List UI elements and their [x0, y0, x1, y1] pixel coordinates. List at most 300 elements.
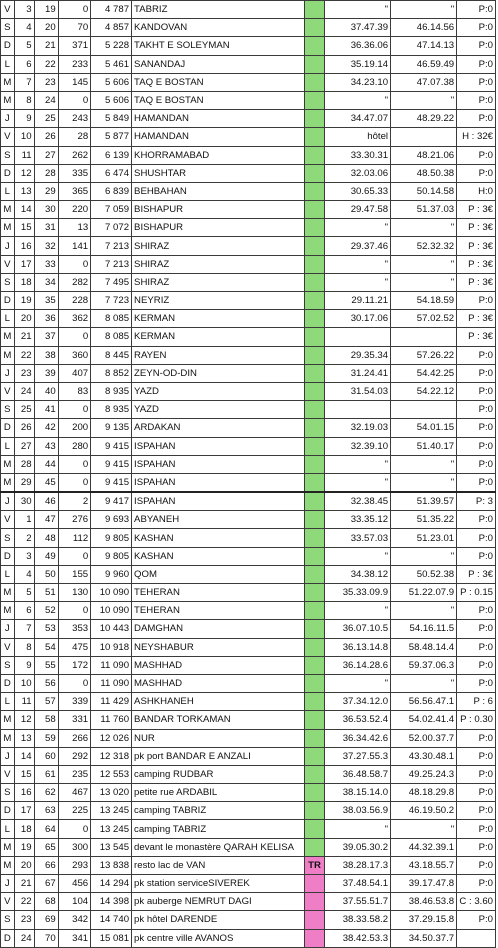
place-cell: KASHAN	[132, 547, 305, 565]
date-cell: 21	[14, 328, 34, 346]
day-count-cell: 61	[34, 765, 58, 783]
place-cell: camping TABRIZ	[132, 802, 305, 820]
distance-cell: 200	[58, 419, 91, 437]
total-distance-cell: 8 085	[91, 328, 132, 346]
longitude-cell: 48.50.38	[391, 164, 457, 182]
distance-cell: 467	[58, 784, 91, 802]
country-marker-cell	[305, 91, 325, 109]
place-cell: YAZD	[132, 382, 305, 400]
longitude-cell: 48.21.06	[391, 146, 457, 164]
country-marker-cell	[305, 893, 325, 911]
distance-cell: 341	[58, 929, 91, 947]
longitude-cell: "	[391, 602, 457, 620]
day-count-cell: 48	[34, 529, 58, 547]
table-row	[1, 219, 496, 237]
cost-note-cell: P:0	[457, 547, 496, 565]
total-distance-cell: 9 415	[91, 437, 132, 455]
longitude-cell: 44.32.39.1	[391, 838, 457, 856]
longitude-cell: 51.37.03	[391, 201, 457, 219]
weekday-cell: M	[1, 455, 15, 473]
date-cell: 22	[14, 346, 34, 364]
total-distance-cell: 7 495	[91, 273, 132, 291]
country-marker-cell	[305, 747, 325, 765]
distance-cell: 293	[58, 856, 91, 874]
day-count-cell: 25	[34, 110, 58, 128]
total-distance-cell: 9 960	[91, 565, 132, 583]
place-cell: resto lac de VAN	[132, 856, 305, 874]
place-cell: NEYSHABUR	[132, 638, 305, 656]
country-marker-cell	[305, 110, 325, 128]
day-count-cell: 60	[34, 747, 58, 765]
day-count-cell: 66	[34, 856, 58, 874]
day-count-cell: 43	[34, 437, 58, 455]
weekday-cell: V	[1, 765, 15, 783]
longitude-cell: 47.14.13	[391, 37, 457, 55]
weekday-cell: S	[1, 401, 15, 419]
latitude-cell: "	[325, 473, 391, 492]
cost-note-cell: P:0	[457, 55, 496, 73]
date-cell: 23	[14, 364, 34, 382]
country-marker-cell	[305, 237, 325, 255]
cost-note-cell: P: 3	[457, 492, 496, 511]
weekday-cell: V	[1, 638, 15, 656]
distance-cell: 331	[58, 711, 91, 729]
table-row	[1, 802, 496, 820]
latitude-cell: "	[325, 219, 391, 237]
total-distance-cell: 13 245	[91, 820, 132, 838]
weekday-cell: D	[1, 164, 15, 182]
cost-note-cell: P:0	[457, 529, 496, 547]
place-cell: ISPAHAN	[132, 455, 305, 473]
day-count-cell: 19	[34, 1, 58, 19]
weekday-cell: M	[1, 346, 15, 364]
cost-note-cell: P : 0.30	[457, 711, 496, 729]
country-marker-cell	[305, 711, 325, 729]
date-cell: 8	[14, 638, 34, 656]
distance-cell: 0	[58, 602, 91, 620]
total-distance-cell: 6 839	[91, 182, 132, 200]
cost-note-cell: P:0	[457, 382, 496, 400]
date-cell: 6	[14, 602, 34, 620]
latitude-cell: 32.39.10	[325, 437, 391, 455]
place-cell: SHIRAZ	[132, 273, 305, 291]
place-cell: TAKHT E SOLEYMAN	[132, 37, 305, 55]
weekday-cell: M	[1, 328, 15, 346]
distance-cell: 407	[58, 364, 91, 382]
distance-cell: 0	[58, 674, 91, 692]
place-cell: KHORRAMABAD	[132, 146, 305, 164]
distance-cell: 172	[58, 656, 91, 674]
day-count-cell: 68	[34, 893, 58, 911]
distance-cell: 112	[58, 529, 91, 547]
latitude-cell: 36.36.06	[325, 37, 391, 55]
place-cell: NUR	[132, 729, 305, 747]
day-count-cell: 52	[34, 602, 58, 620]
date-cell: 5	[14, 37, 34, 55]
date-cell: 26	[14, 419, 34, 437]
date-cell: 2	[14, 529, 34, 547]
total-distance-cell: 10 443	[91, 620, 132, 638]
distance-cell: 266	[58, 729, 91, 747]
total-distance-cell: 4 787	[91, 1, 132, 19]
table-row	[1, 584, 496, 602]
total-distance-cell: 10 090	[91, 602, 132, 620]
weekday-cell: M	[1, 219, 15, 237]
place-cell: DAMGHAN	[132, 620, 305, 638]
day-count-cell: 54	[34, 638, 58, 656]
place-cell: RAYEN	[132, 346, 305, 364]
table-row	[1, 693, 496, 711]
latitude-cell: 36.48.58.7	[325, 765, 391, 783]
distance-cell: 235	[58, 765, 91, 783]
weekday-cell: D	[1, 419, 15, 437]
day-count-cell: 56	[34, 674, 58, 692]
date-cell: 14	[14, 747, 34, 765]
cost-note-cell: P : 0.15	[457, 584, 496, 602]
day-count-cell: 53	[34, 620, 58, 638]
distance-cell: 145	[58, 73, 91, 91]
table-row	[1, 784, 496, 802]
weekday-cell: V	[1, 511, 15, 529]
total-distance-cell: 13 838	[91, 856, 132, 874]
distance-cell: 282	[58, 273, 91, 291]
date-cell: 6	[14, 55, 34, 73]
country-marker-cell	[305, 73, 325, 91]
distance-cell: 0	[58, 255, 91, 273]
latitude-cell: 36.53.52.4	[325, 711, 391, 729]
country-marker-cell	[305, 674, 325, 692]
weekday-cell: J	[1, 364, 15, 382]
longitude-cell	[391, 328, 457, 346]
total-distance-cell: 7 213	[91, 255, 132, 273]
distance-cell: 243	[58, 110, 91, 128]
table-row	[1, 310, 496, 328]
country-marker-cell	[305, 929, 325, 947]
weekday-cell: L	[1, 693, 15, 711]
country-marker-cell	[305, 529, 325, 547]
date-cell: 16	[14, 784, 34, 802]
country-marker-cell	[305, 1, 325, 19]
longitude-cell	[391, 128, 457, 146]
day-count-cell: 27	[34, 146, 58, 164]
cost-note-cell: P:0	[457, 838, 496, 856]
table-row	[1, 765, 496, 783]
total-distance-cell: 10 918	[91, 638, 132, 656]
country-marker-cell: TR	[305, 856, 325, 874]
country-marker-cell	[305, 547, 325, 565]
weekday-cell: V	[1, 893, 15, 911]
place-cell: camping TABRIZ	[132, 820, 305, 838]
longitude-cell: "	[391, 547, 457, 565]
cost-note-cell: P:0	[457, 765, 496, 783]
table-row	[1, 620, 496, 638]
country-marker-cell	[305, 346, 325, 364]
latitude-cell: 29.37.46	[325, 237, 391, 255]
table-row	[1, 73, 496, 91]
table-row	[1, 838, 496, 856]
date-cell: 15	[14, 765, 34, 783]
country-marker-cell	[305, 310, 325, 328]
table-row	[1, 565, 496, 583]
latitude-cell: 34.38.12	[325, 565, 391, 583]
weekday-cell: J	[1, 110, 15, 128]
place-cell: ISPAHAN	[132, 492, 305, 511]
weekday-cell: M	[1, 729, 15, 747]
day-count-cell: 62	[34, 784, 58, 802]
place-cell: ASHKHANEH	[132, 693, 305, 711]
latitude-cell: 37.48.54.1	[325, 875, 391, 893]
cost-note-cell: P : 3€	[457, 310, 496, 328]
weekday-cell: M	[1, 602, 15, 620]
cost-note-cell: P:0	[457, 401, 496, 419]
day-count-cell: 31	[34, 219, 58, 237]
longitude-cell: 54.18.59	[391, 292, 457, 310]
total-distance-cell: 8 085	[91, 310, 132, 328]
latitude-cell: 36.13.14.8	[325, 638, 391, 656]
date-cell: 5	[14, 584, 34, 602]
place-cell: TAQ E BOSTAN	[132, 91, 305, 109]
country-marker-cell	[305, 693, 325, 711]
cost-note-cell: P : 3€	[457, 219, 496, 237]
weekday-cell: S	[1, 19, 15, 37]
date-cell: 4	[14, 19, 34, 37]
total-distance-cell: 12 318	[91, 747, 132, 765]
longitude-cell: 51.40.17	[391, 437, 457, 455]
place-cell: HAMANDAN	[132, 110, 305, 128]
table-row	[1, 19, 496, 37]
weekday-cell: M	[1, 473, 15, 492]
latitude-cell: 30.65.33	[325, 182, 391, 200]
distance-cell: 141	[58, 237, 91, 255]
cost-note-cell: P:0	[457, 1, 496, 19]
distance-cell: 360	[58, 346, 91, 364]
longitude-cell: 51.22.07.9	[391, 584, 457, 602]
weekday-cell: J	[1, 237, 15, 255]
day-count-cell: 33	[34, 255, 58, 273]
date-cell: 13	[14, 729, 34, 747]
place-cell: pk station serviceSIVEREK	[132, 875, 305, 893]
place-cell: SHUSHTAR	[132, 164, 305, 182]
country-marker-cell	[305, 620, 325, 638]
total-distance-cell: 7 072	[91, 219, 132, 237]
longitude-cell: "	[391, 1, 457, 19]
country-marker-cell	[305, 201, 325, 219]
cost-note-cell: P:0	[457, 602, 496, 620]
table-row	[1, 273, 496, 291]
day-count-cell: 24	[34, 91, 58, 109]
cost-note-cell: P : 3€	[457, 255, 496, 273]
cost-note-cell: P:0	[457, 747, 496, 765]
distance-cell: 225	[58, 802, 91, 820]
weekday-cell: D	[1, 547, 15, 565]
date-cell: 18	[14, 820, 34, 838]
day-count-cell: 70	[34, 929, 58, 947]
date-cell: 1	[14, 511, 34, 529]
country-marker-cell	[305, 55, 325, 73]
place-cell: SHIRAZ	[132, 237, 305, 255]
day-count-cell: 45	[34, 473, 58, 492]
place-cell: pk centre ville AVANOS	[132, 929, 305, 947]
place-cell: BISHAPUR	[132, 201, 305, 219]
distance-cell: 280	[58, 437, 91, 455]
longitude-cell: 54.42.25	[391, 364, 457, 382]
distance-cell: 228	[58, 292, 91, 310]
place-cell: TABRIZ	[132, 1, 305, 19]
country-marker-cell	[305, 292, 325, 310]
latitude-cell: 36.07.10.5	[325, 620, 391, 638]
latitude-cell: 33.35.12	[325, 511, 391, 529]
place-cell: KASHAN	[132, 529, 305, 547]
table-row	[1, 455, 496, 473]
country-marker-cell	[305, 802, 325, 820]
day-count-cell: 29	[34, 182, 58, 200]
table-row	[1, 328, 496, 346]
longitude-cell: "	[391, 473, 457, 492]
latitude-cell: 37.34.12.0	[325, 693, 391, 711]
longitude-cell: "	[391, 273, 457, 291]
latitude-cell: 33.57.03	[325, 529, 391, 547]
table-row	[1, 146, 496, 164]
place-cell: NEYRIZ	[132, 292, 305, 310]
longitude-cell: 54.22.12	[391, 382, 457, 400]
distance-cell: 353	[58, 620, 91, 638]
distance-cell: 233	[58, 55, 91, 73]
longitude-cell: 50.52.38	[391, 565, 457, 583]
longitude-cell: "	[391, 674, 457, 692]
table-row	[1, 110, 496, 128]
day-count-cell: 47	[34, 511, 58, 529]
longitude-cell: 50.14.58	[391, 182, 457, 200]
country-marker-cell	[305, 820, 325, 838]
country-marker-cell	[305, 492, 325, 511]
weekday-cell: L	[1, 437, 15, 455]
day-count-cell: 44	[34, 455, 58, 473]
longitude-cell: 46.19.50.2	[391, 802, 457, 820]
distance-cell: 276	[58, 511, 91, 529]
latitude-cell: 31.54.03	[325, 382, 391, 400]
cost-note-cell: P:0	[457, 73, 496, 91]
longitude-cell: "	[391, 820, 457, 838]
date-cell: 3	[14, 547, 34, 565]
weekday-cell: S	[1, 146, 15, 164]
cost-note-cell: P:0	[457, 784, 496, 802]
cost-note-cell: P:0	[457, 19, 496, 37]
date-cell: 11	[14, 693, 34, 711]
distance-cell: 0	[58, 473, 91, 492]
day-count-cell: 20	[34, 19, 58, 37]
cost-note-cell: P:0	[457, 346, 496, 364]
country-marker-cell	[305, 838, 325, 856]
table-row	[1, 547, 496, 565]
table-row	[1, 419, 496, 437]
weekday-cell: M	[1, 584, 15, 602]
longitude-cell: 46.59.49	[391, 55, 457, 73]
country-marker-cell	[305, 19, 325, 37]
date-cell: 3	[14, 1, 34, 19]
latitude-cell: 37.55.51.7	[325, 893, 391, 911]
place-cell: BEHBAHAN	[132, 182, 305, 200]
longitude-cell: 54.02.41.4	[391, 711, 457, 729]
date-cell: 25	[14, 401, 34, 419]
date-cell: 17	[14, 255, 34, 273]
day-count-cell: 49	[34, 547, 58, 565]
total-distance-cell: 9 805	[91, 529, 132, 547]
total-distance-cell: 9 415	[91, 455, 132, 473]
cost-note-cell: P : 6	[457, 693, 496, 711]
total-distance-cell: 6 474	[91, 164, 132, 182]
total-distance-cell: 9 415	[91, 473, 132, 492]
table-row	[1, 237, 496, 255]
longitude-cell: 57.26.22	[391, 346, 457, 364]
day-count-cell: 40	[34, 382, 58, 400]
table-row	[1, 37, 496, 55]
total-distance-cell: 5 877	[91, 128, 132, 146]
longitude-cell: "	[391, 91, 457, 109]
total-distance-cell: 8 935	[91, 401, 132, 419]
day-count-cell: 35	[34, 292, 58, 310]
total-distance-cell: 4 857	[91, 19, 132, 37]
weekday-cell: V	[1, 382, 15, 400]
table-row	[1, 382, 496, 400]
total-distance-cell: 11 429	[91, 693, 132, 711]
table-row	[1, 346, 496, 364]
place-cell: ISPAHAN	[132, 473, 305, 492]
total-distance-cell: 5 228	[91, 37, 132, 55]
weekday-cell: J	[1, 875, 15, 893]
longitude-cell: 43.18.55.7	[391, 856, 457, 874]
country-marker-cell	[305, 656, 325, 674]
longitude-cell: 48.18.29.8	[391, 784, 457, 802]
day-count-cell: 59	[34, 729, 58, 747]
cost-note-cell: P:0	[457, 37, 496, 55]
longitude-cell: 51.39.57	[391, 492, 457, 511]
country-marker-cell	[305, 219, 325, 237]
total-distance-cell: 12 553	[91, 765, 132, 783]
total-distance-cell: 12 026	[91, 729, 132, 747]
country-marker-cell	[305, 473, 325, 492]
table-row	[1, 911, 496, 929]
distance-cell: 2	[58, 492, 91, 511]
place-cell: ISPAHAN	[132, 437, 305, 455]
longitude-cell: 51.23.01	[391, 529, 457, 547]
latitude-cell: 35.33.09.9	[325, 584, 391, 602]
country-marker-cell	[305, 146, 325, 164]
total-distance-cell: 7 723	[91, 292, 132, 310]
latitude-cell: 31.24.41	[325, 364, 391, 382]
longitude-cell: 51.35.22	[391, 511, 457, 529]
latitude-cell: "	[325, 820, 391, 838]
place-cell: QOM	[132, 565, 305, 583]
latitude-cell: "	[325, 273, 391, 291]
table-row	[1, 128, 496, 146]
cost-note-cell: P:0	[457, 656, 496, 674]
longitude-cell: 52.00.37.7	[391, 729, 457, 747]
weekday-cell: D	[1, 37, 15, 55]
distance-cell: 335	[58, 164, 91, 182]
latitude-cell: "	[325, 255, 391, 273]
weekday-cell: M	[1, 91, 15, 109]
table-row	[1, 638, 496, 656]
cost-note-cell: P : 3€	[457, 565, 496, 583]
total-distance-cell: 8 852	[91, 364, 132, 382]
date-cell: 7	[14, 73, 34, 91]
table-row	[1, 91, 496, 109]
distance-cell: 0	[58, 455, 91, 473]
place-cell: TAQ E BOSTAN	[132, 73, 305, 91]
weekday-cell: L	[1, 182, 15, 200]
date-cell: 9	[14, 656, 34, 674]
day-count-cell: 21	[34, 37, 58, 55]
